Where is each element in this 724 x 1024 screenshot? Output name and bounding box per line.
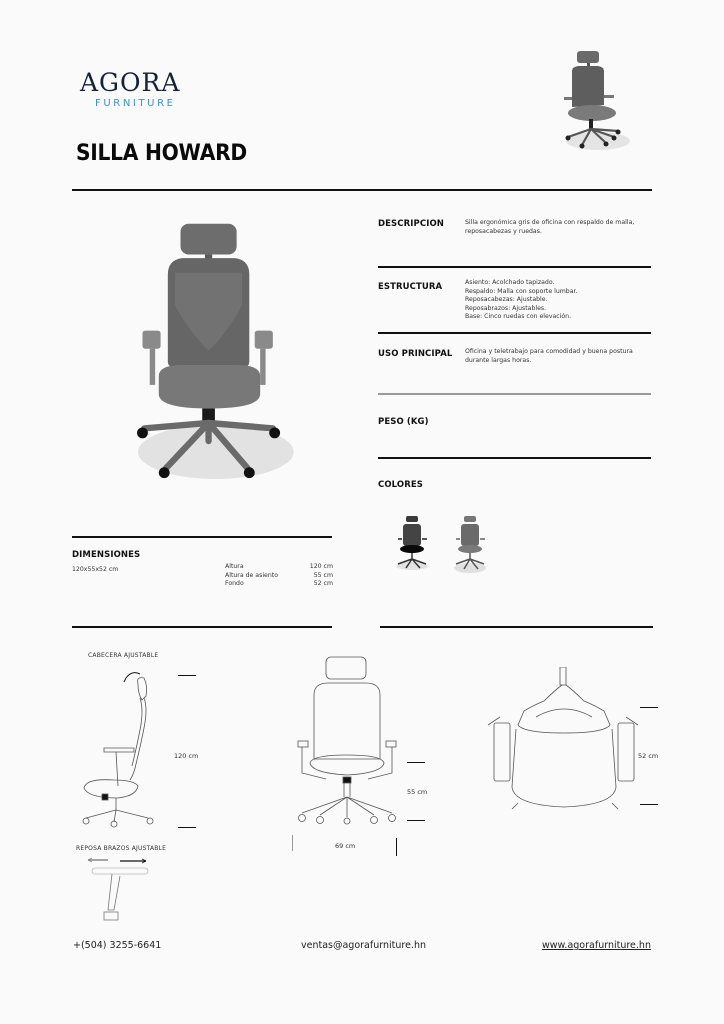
spec-text-descripcion: Silla ergonómica gris de oficina con respaldo de malla, reposacabezas y ruedas.	[465, 219, 635, 235]
brand-tagline: FURNITURE	[95, 98, 176, 109]
color-swatch-grey[interactable]	[452, 514, 488, 574]
spec-divider	[378, 266, 651, 268]
dimension-row	[225, 572, 333, 581]
dimension-row	[225, 563, 333, 572]
spec-line: Reposabrazos: Ajustables.	[465, 304, 547, 312]
armrest-diagram-caption: REPOSA BRAZOS AJUSTABLE	[76, 845, 167, 852]
product-title: SILLA HOWARD	[76, 141, 247, 166]
spec-label-colores: COLORES	[378, 480, 423, 490]
dimension-name: Altura	[225, 563, 244, 570]
spec-label-peso: PESO (KG)	[378, 417, 429, 427]
dimensions-divider-top	[72, 536, 332, 538]
spec-list-estructura	[465, 279, 645, 322]
dimensions-label: DIMENSIONES	[72, 550, 141, 560]
top-measure-tick-bottom	[640, 804, 658, 805]
footer-website[interactable]	[542, 940, 651, 951]
top-measure-tick-top	[640, 707, 658, 708]
spec-line: Asiento: Acolchado tapizado.	[465, 279, 555, 286]
front-measure-tick-bottom	[407, 820, 425, 821]
spec-divider	[378, 332, 651, 334]
spec-divider	[378, 393, 651, 395]
side-view-diagram	[78, 668, 178, 830]
colors-divider-bottom	[380, 626, 653, 628]
spec-divider	[378, 457, 651, 459]
side-measure-tick-bottom	[178, 827, 196, 828]
front-height-measure: 55 cm	[407, 788, 428, 796]
dimension-name: Fondo	[225, 580, 244, 587]
product-thumbnail	[558, 45, 638, 153]
dimension-value: 52 cm	[313, 580, 333, 587]
front-width-tick-right	[396, 838, 397, 856]
color-swatch-black[interactable]	[394, 514, 430, 572]
side-measure-tick-top	[178, 675, 196, 676]
side-diagram-caption: CABECERA AJUSTABLE	[88, 652, 159, 659]
front-measure-tick-top	[407, 762, 425, 763]
brand-logo: AGORA	[80, 68, 181, 97]
front-width-tick-left	[292, 835, 293, 851]
product-image	[128, 208, 300, 493]
dimension-value: 55 cm	[313, 571, 333, 579]
footer-email[interactable]: ventas@agorafurniture.hn	[301, 940, 426, 951]
dimensions-table	[225, 563, 333, 589]
spec-line: Respaldo: Malla con soporte lumbar.	[465, 287, 578, 295]
title-divider	[72, 189, 652, 191]
front-view-diagram	[292, 655, 404, 833]
dimensions-summary: 120x55x52 cm	[72, 566, 119, 573]
top-depth-measure: 52 cm	[638, 752, 659, 760]
spec-label-descripcion: DESCRIPCION	[378, 219, 444, 229]
armrest-diagram	[86, 854, 156, 926]
top-view-diagram	[484, 667, 644, 815]
side-measure-label: 120 cm	[174, 752, 199, 760]
spec-label-estructura: ESTRUCTURA	[378, 282, 443, 292]
front-width-measure: 69 cm	[335, 842, 356, 850]
dimension-row	[225, 580, 333, 589]
spec-text-uso-principal: Oficina y teletrabajo para comodidad y buena postura durante largas horas.	[465, 348, 633, 364]
dimension-name: Altura de asiento	[225, 571, 278, 579]
website-link[interactable]: www.agorafurniture.hn	[542, 940, 651, 951]
dimensions-divider-bottom	[72, 626, 332, 628]
footer-phone: +(504) 3255-6641	[73, 940, 162, 951]
spec-line: Base: Cinco ruedas con elevación.	[465, 313, 572, 320]
dimension-value: 120 cm	[309, 563, 333, 570]
spec-label-uso-principal: USO PRINCIPAL	[378, 349, 453, 359]
spec-line: Reposacabezas: Ajustable.	[465, 296, 548, 303]
